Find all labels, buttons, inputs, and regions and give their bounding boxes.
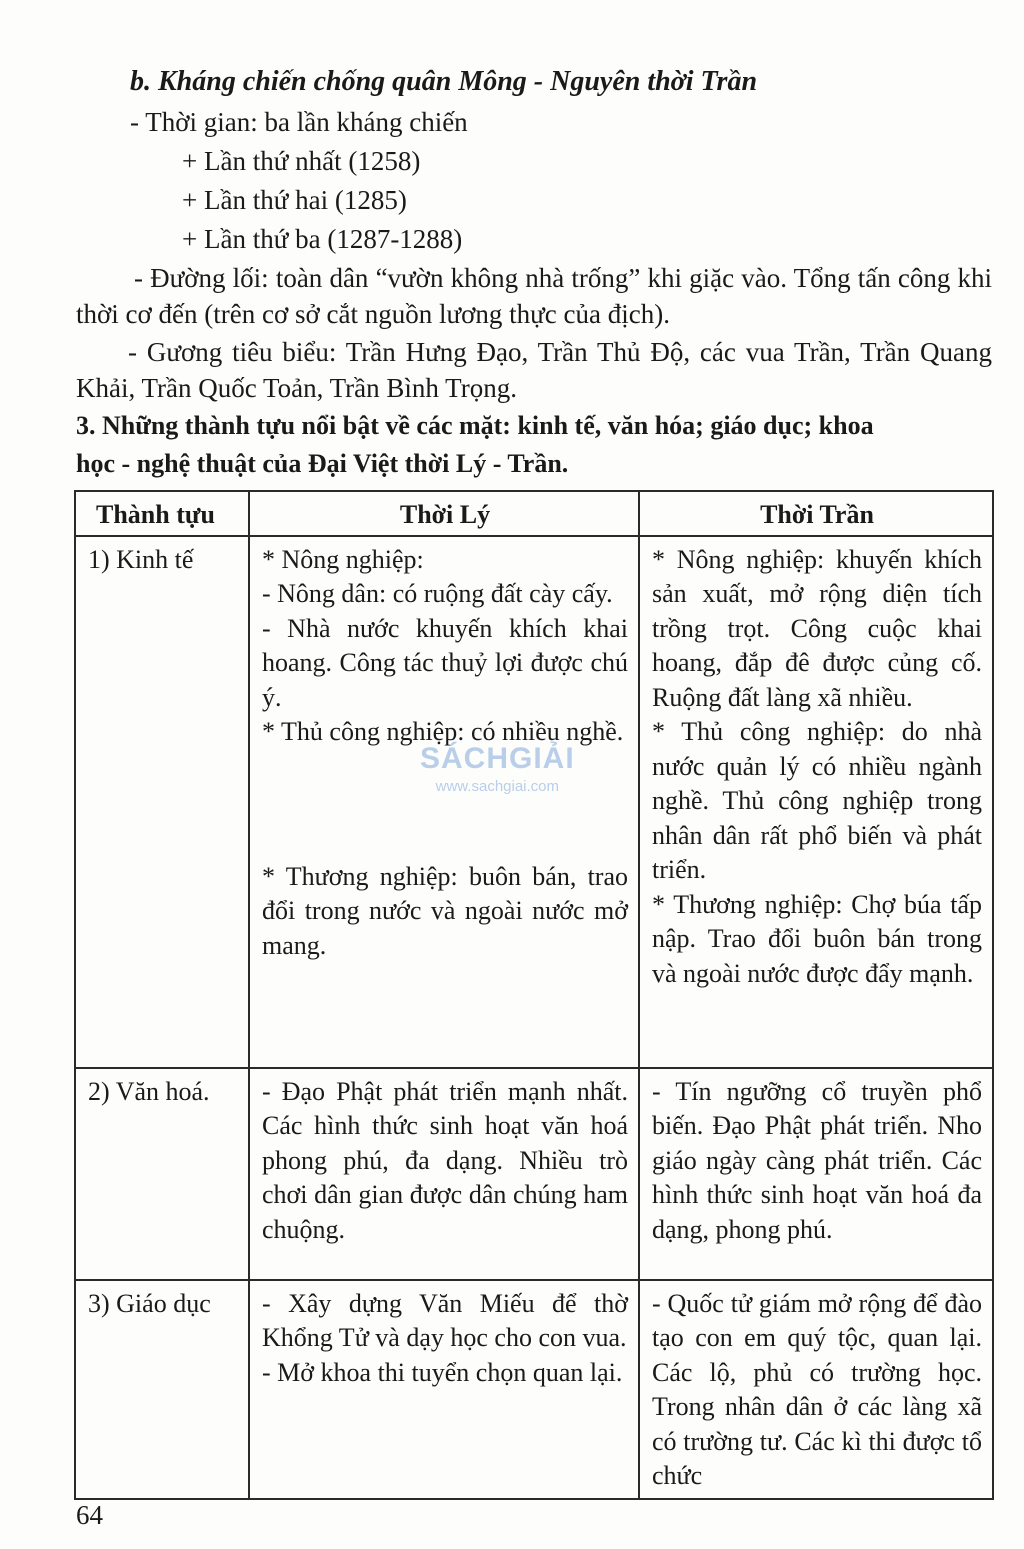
section-3-title-line2: học - nghệ thuật của Đại Việt thời Lý - Trần. bbox=[76, 449, 569, 478]
category-economy: 1) Kinh tế bbox=[75, 536, 249, 1068]
table-row bbox=[75, 1280, 993, 1499]
ly-econ-item: - Nông dân: có ruộng đất cày cấy. bbox=[262, 579, 613, 608]
tran-econ-item: * Thương nghiệp: Chợ búa tấp nập. Trao đổi buôn bán trong và ngoài nước được đẩy mạnh. bbox=[652, 889, 982, 988]
tran-econ-item: * Thủ công nghiệp: do nhà nước quản lý có nhiều ngành nghề. Thủ công nghiệp trong nhân dân rất phổ biến và phát triển. bbox=[652, 717, 982, 884]
tran-edu-item: - Quốc tử giám mở rộng để đào tạo con em quý tộc, quan lại. Các lộ, phủ có trường học. Trong nhân dân ở các làng xã có trường tư. Các kì thi được tổ chức bbox=[652, 1288, 982, 1490]
category-culture: 2) Văn hoá. bbox=[75, 1068, 249, 1280]
section-3-title-line1: 3. Những thành tựu nổi bật về các mặt: kinh tế, văn hóa; giáo dục; khoa bbox=[76, 411, 874, 440]
ly-econ-item: - Nhà nước khuyến khích khai hoang. Công tác thuỷ lợi được chú ý. bbox=[262, 613, 628, 712]
table-header-row bbox=[75, 491, 993, 536]
wave-3: + Lần thứ ba (1287-1288) bbox=[182, 224, 463, 254]
category-education: 3) Giáo dục bbox=[75, 1280, 249, 1499]
tran-econ-item: * Nông nghiệp: khuyến khích sản xuất, mở rộng diện tích trồng trọt. Công cuộc khai hoang, đắp đê được củng cố. Ruộng đất làng xã nhiều. bbox=[652, 544, 982, 712]
ly-edu-item: - Xây dựng Văn Miếu để thờ Khổng Tử và dạy học cho con vua. bbox=[262, 1288, 628, 1352]
ly-econ-trade: * Thương nghiệp: buôn bán, trao đổi trong nước và ngoài nước mở mang. bbox=[262, 861, 628, 960]
table-row bbox=[75, 1068, 993, 1280]
header-achievement: Thành tựu bbox=[75, 491, 249, 536]
tran-culture-cell bbox=[639, 1068, 993, 1280]
ly-econ-item: * Thủ công nghiệp: có nhiều nghề. bbox=[262, 717, 624, 746]
ly-economy-cell bbox=[249, 536, 639, 1068]
table-row bbox=[75, 536, 993, 1068]
ly-econ-item: * Nông nghiệp: bbox=[262, 544, 424, 574]
tran-culture-item: - Tín ngưỡng cổ truyền phổ biến. Đạo Phật phát triển. Nho giáo ngày càng phát triển. Các hình thức sinh hoạt văn hoá đa dạng, phong phú. bbox=[652, 1076, 982, 1244]
watermark bbox=[420, 742, 575, 795]
ly-culture-item: - Đạo Phật phát triển mạnh nhất. Các hình thức sinh hoạt văn hoá phong phú, đa dạng. Nhiều trò chơi dân gian được dân chúng ham chuộng. bbox=[262, 1076, 628, 1244]
time-label: - Thời gian: ba lần kháng chiến bbox=[130, 107, 468, 137]
header-tran-dynasty: Thời Trần bbox=[639, 491, 993, 536]
ly-edu-item: - Mở khoa thi tuyển chọn quan lại. bbox=[262, 1357, 623, 1387]
page-number: 64 bbox=[76, 1500, 103, 1530]
ly-education-cell bbox=[249, 1280, 639, 1499]
header-ly-dynasty: Thời Lý bbox=[249, 491, 639, 536]
heroes-paragraph: - Gương tiêu biểu: Trần Hưng Đạo, Trần Thủ Độ, các vua Trần, Trần Quang Khải, Trần Quốc Toản, Trần Bình Trọng. bbox=[76, 337, 992, 403]
tran-education-cell bbox=[639, 1280, 993, 1499]
section-b-heading: b. Kháng chiến chống quân Mông - Nguyên thời Trần bbox=[130, 66, 758, 97]
wave-1: + Lần thứ nhất (1258) bbox=[182, 146, 421, 176]
wave-2: + Lần thứ hai (1285) bbox=[182, 185, 407, 215]
watermark-logo: SÁCHGIẢI bbox=[420, 742, 575, 775]
strategy-paragraph: - Đường lối: toàn dân “vườn không nhà trống” khi giặc vào. Tổng tấn công khi thời cơ đến (trên cơ sở cắt nguồn lương thực của địch). bbox=[76, 263, 992, 329]
watermark-url: www.sachgiai.com bbox=[435, 778, 560, 795]
ly-culture-cell bbox=[249, 1068, 639, 1280]
tran-economy-cell bbox=[639, 536, 993, 1068]
achievements-table bbox=[74, 490, 994, 1500]
